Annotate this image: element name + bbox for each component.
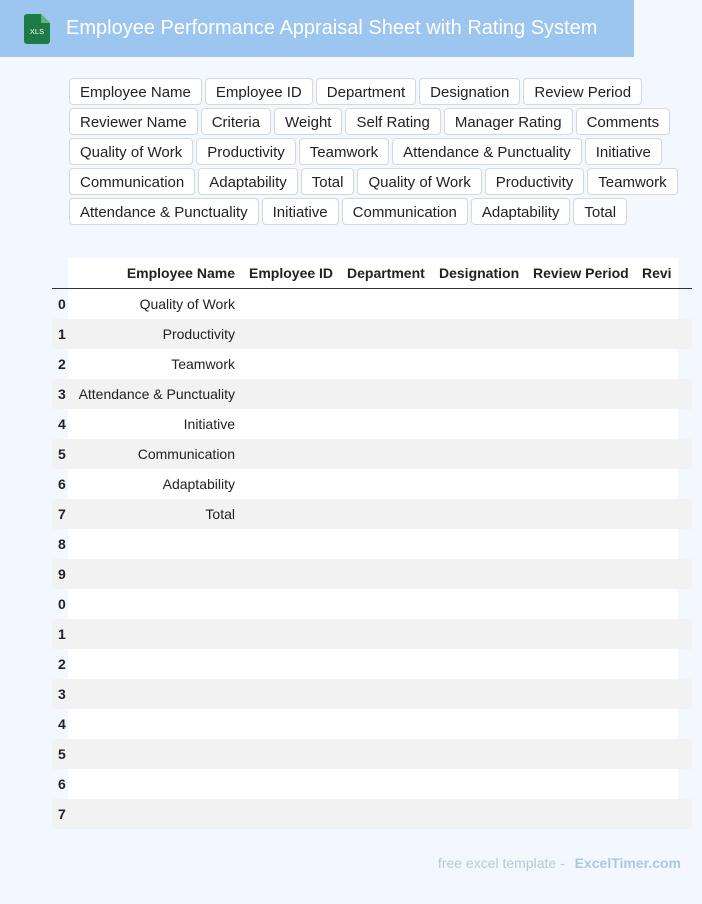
column-chip[interactable]: Adaptability [471,198,571,225]
table-cell[interactable] [526,349,635,379]
table-cell[interactable] [432,589,526,619]
row-name-cell[interactable] [68,799,242,829]
table-cell[interactable] [526,619,635,649]
row-name-cell[interactable]: Productivity [68,319,242,349]
row-name-cell[interactable]: Adaptability [162,476,235,492]
column-chip[interactable]: Manager Rating [444,108,573,135]
table-row [52,529,692,559]
table-header-row [52,258,692,289]
title-bar [0,0,634,57]
table-cell[interactable] [526,799,635,829]
column-chip[interactable]: Total [573,198,627,225]
column-chip[interactable]: Productivity [196,138,296,165]
table-cell[interactable] [242,349,340,379]
row-index: 5 [52,739,68,769]
row-name-cell[interactable]: Total [68,499,242,529]
table-cell[interactable] [432,439,526,469]
table-cell[interactable] [432,619,526,649]
table-row [52,799,692,829]
table-row [52,769,692,799]
row-name-cell[interactable]: Quality of Work [139,296,235,312]
table-cell[interactable] [340,709,432,739]
row-index: 3 [52,379,68,409]
table-row [52,349,692,379]
table-cell[interactable] [340,529,432,559]
row-name-cell[interactable] [68,589,242,619]
footer-text: free excel template - [437,855,565,871]
column-header: Employee Name [68,258,242,289]
column-chip-list [69,78,684,225]
table-cell[interactable] [432,289,526,320]
page-title: Employee Performance Appraisal Sheet with Rating System [66,17,598,39]
column-header: Review Period [526,258,635,289]
table-cell[interactable] [432,649,526,679]
table-cell[interactable] [635,529,692,559]
data-table [52,258,692,829]
table-cell[interactable] [432,709,526,739]
table-cell[interactable] [635,769,692,799]
table-cell[interactable] [526,379,635,409]
table-cell[interactable] [635,439,692,469]
table-cell[interactable] [526,709,635,739]
table-cell[interactable] [432,529,526,559]
table-cell[interactable] [242,439,340,469]
row-index: 5 [52,439,68,469]
table-cell[interactable] [340,469,432,499]
column-chip[interactable]: Employee ID [205,78,313,105]
column-chip[interactable]: Teamwork [587,168,677,195]
row-name-cell[interactable]: Teamwork [171,356,235,372]
row-index: 4 [58,716,66,732]
table-cell[interactable] [526,769,635,799]
row-name-cell[interactable] [68,559,242,589]
table-row [52,319,692,349]
index-column-header [52,258,68,289]
table-row [52,409,692,439]
column-chip[interactable]: Designation [419,78,520,105]
column-chip[interactable]: Department [316,78,416,105]
row-name-cell[interactable]: Initiative [183,416,235,432]
table-row [52,559,692,589]
table-cell[interactable] [635,349,692,379]
table-cell[interactable] [340,319,432,349]
table-cell[interactable] [526,559,635,589]
table-cell[interactable] [526,529,635,559]
table-cell[interactable] [526,499,635,529]
table-cell[interactable] [242,319,340,349]
table-cell[interactable] [340,799,432,829]
row-index: 8 [58,536,66,552]
table-cell[interactable] [242,649,340,679]
table-cell[interactable] [526,469,635,499]
table-row [52,289,692,320]
table-cell[interactable] [635,409,692,439]
column-chip[interactable]: Initiative [262,198,339,225]
table-cell[interactable] [635,799,692,829]
row-index: 6 [58,776,66,792]
row-index: 3 [52,679,68,709]
table-cell[interactable] [526,289,635,320]
table-cell[interactable] [340,439,432,469]
table-cell[interactable] [526,679,635,709]
table-cell[interactable] [242,799,340,829]
column-chip[interactable]: Attendance & Punctuality [392,138,582,165]
row-index: 0 [58,596,66,612]
table-cell[interactable] [635,679,692,709]
table-cell[interactable] [340,409,432,439]
table-cell[interactable] [432,379,526,409]
table-cell[interactable] [242,559,340,589]
table-cell[interactable] [242,709,340,739]
row-name-cell[interactable] [68,529,242,559]
table-cell[interactable] [526,739,635,769]
column-chip[interactable]: Total [301,168,355,195]
table-cell[interactable] [635,379,692,409]
row-index: 1 [52,619,68,649]
table-cell[interactable] [340,619,432,649]
table-cell[interactable] [340,379,432,409]
table-cell[interactable] [242,469,340,499]
column-chip[interactable]: Self Rating [345,108,440,135]
table-cell[interactable] [432,799,526,829]
table-cell[interactable] [526,439,635,469]
table-cell[interactable] [635,559,692,589]
table-cell[interactable] [242,379,340,409]
table-cell[interactable] [432,679,526,709]
table-cell[interactable] [432,469,526,499]
table-cell[interactable] [432,559,526,589]
table-row [52,709,692,739]
table-row [52,469,692,499]
table-cell[interactable] [242,739,340,769]
xls-icon-label: XLS [29,27,45,36]
row-index: 2 [58,356,66,372]
row-name-cell[interactable] [68,709,242,739]
table-cell[interactable] [340,649,432,679]
row-index: 2 [58,656,66,672]
table-row [52,499,692,529]
table-cell[interactable] [432,409,526,439]
table-cell[interactable] [432,739,526,769]
table-row [52,739,692,769]
table-cell[interactable] [635,319,692,349]
row-name-cell[interactable] [68,679,242,709]
xls-file-icon [24,14,50,44]
table-cell[interactable] [635,739,692,769]
row-name-cell[interactable]: Communication [68,439,242,469]
table-cell[interactable] [635,619,692,649]
table-cell[interactable] [635,499,692,529]
footer-brand-link[interactable]: ExcelTimer.com [574,855,681,871]
column-chip[interactable]: Quality of Work [357,168,481,195]
table-cell[interactable] [340,559,432,589]
table-cell[interactable] [635,589,692,619]
table-row [52,379,692,409]
table-cell[interactable] [340,589,432,619]
column-chip[interactable]: Productivity [485,168,585,195]
column-header: Designation [432,258,526,289]
column-header: Employee ID [242,258,340,289]
column-chip[interactable]: Review Period [523,78,642,105]
table-cell[interactable] [432,349,526,379]
column-chip[interactable]: Comments [576,108,671,135]
column-chip[interactable]: Attendance & Punctuality [69,198,259,225]
column-chip[interactable]: Criteria [201,108,271,135]
table-cell[interactable] [340,499,432,529]
table-cell[interactable] [635,709,692,739]
table-cell[interactable] [242,679,340,709]
spreadsheet-preview[interactable] [58,258,678,829]
row-name-cell[interactable] [68,619,242,649]
table-row [52,589,692,619]
row-index: 4 [58,416,66,432]
table-cell[interactable] [242,589,340,619]
table-cell[interactable] [526,319,635,349]
row-index: 9 [52,559,68,589]
column-chip[interactable]: Initiative [585,138,662,165]
table-cell[interactable] [526,409,635,439]
table-cell[interactable] [635,469,692,499]
table-cell[interactable] [242,289,340,320]
table-cell[interactable] [635,289,692,320]
row-name-cell[interactable] [68,769,242,799]
table-cell[interactable] [242,769,340,799]
row-index: 6 [58,476,66,492]
table-cell[interactable] [432,499,526,529]
table-cell[interactable] [526,589,635,619]
row-index: 7 [52,799,68,829]
table-cell[interactable] [635,649,692,679]
table-row [52,649,692,679]
column-header: Department [340,258,432,289]
row-index: 7 [52,499,68,529]
row-index: 0 [58,296,66,312]
table-row [52,619,692,649]
column-header: Revi [635,258,692,289]
column-chip[interactable]: Employee Name [69,78,202,105]
column-chip[interactable]: Reviewer Name [69,108,198,135]
column-chip[interactable]: Quality of Work [69,138,193,165]
column-chip[interactable]: Communication [69,168,195,195]
table-cell[interactable] [340,739,432,769]
table-cell[interactable] [526,649,635,679]
column-chip[interactable]: Adaptability [198,168,298,195]
table-row [52,439,692,469]
table-row [52,679,692,709]
table-cell[interactable] [242,619,340,649]
table-cell[interactable] [432,769,526,799]
row-name-cell[interactable]: Attendance & Punctuality [68,379,242,409]
row-name-cell[interactable] [68,739,242,769]
table-cell[interactable] [340,349,432,379]
row-index: 1 [52,319,68,349]
table-cell[interactable] [432,319,526,349]
column-chip[interactable]: Teamwork [299,138,389,165]
table-cell[interactable] [242,529,340,559]
footer [438,855,681,871]
row-name-cell[interactable] [68,649,242,679]
table-cell[interactable] [340,679,432,709]
table-cell[interactable] [242,409,340,439]
column-chip[interactable]: Communication [342,198,468,225]
table-cell[interactable] [340,289,432,320]
column-chip[interactable]: Weight [274,108,342,135]
table-cell[interactable] [340,769,432,799]
table-cell[interactable] [242,499,340,529]
